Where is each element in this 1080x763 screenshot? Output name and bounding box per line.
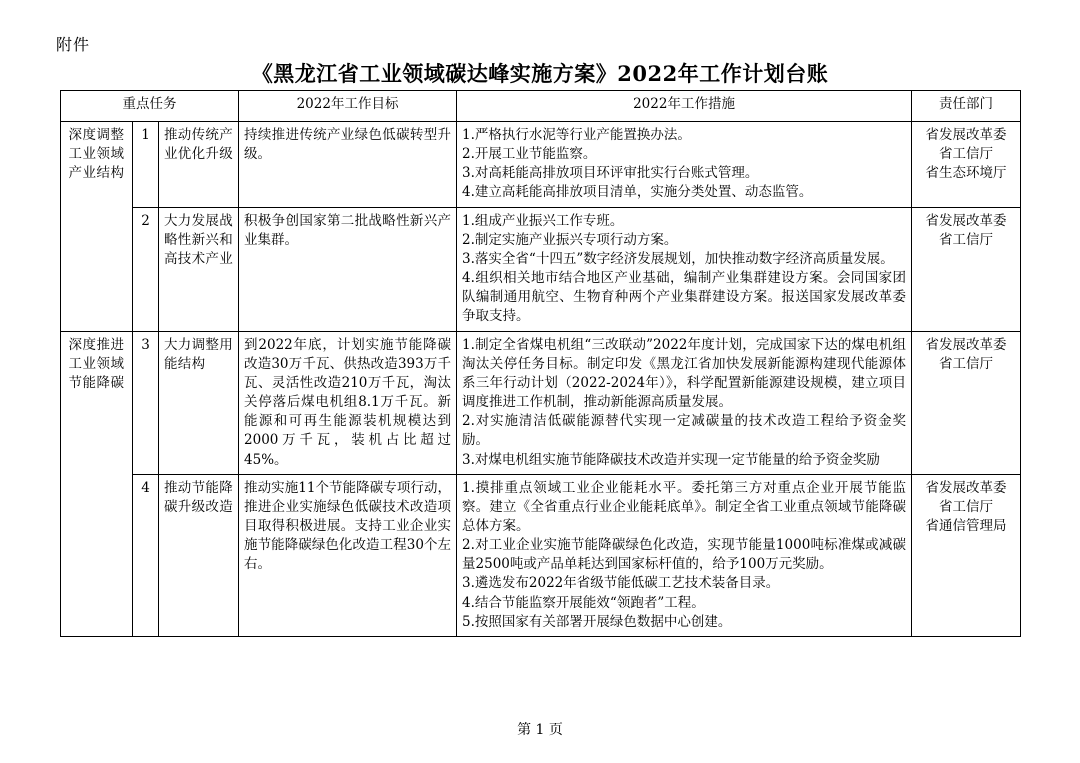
measure-line: 3.对煤电机组实施节能降碳技术改造并实现一定节能量的给予资金奖励 [462, 451, 880, 468]
responsible-department [912, 207, 1021, 331]
task-measures [457, 122, 912, 208]
header-key-task: 重点任务 [61, 91, 239, 122]
responsible-department [912, 122, 1021, 208]
measure-line: 4.建立高耗能高排放项目清单，实施分类处置、动态监管。 [462, 184, 813, 201]
table-header-row [61, 91, 1021, 122]
header-goal: 2022年工作目标 [239, 91, 457, 122]
row-number: 2 [133, 207, 159, 331]
task-name: 推动传统产业优化升级 [159, 122, 239, 208]
measure-line: 1.摸排重点领域工业企业能耗水平。委托第三方对重点企业开展节能监察。建立《全省重点行业企业能耗底单》。制定全省工业重点领域节能降碳总体方案。 [462, 479, 907, 534]
page-title: 《黑龙江省工业领域碳达峰实施方案》2022年工作计划台账 [251, 61, 829, 86]
table-row [61, 331, 1021, 474]
measure-line: 4.结合节能监察开展能效“领跑者”工程。 [462, 594, 705, 611]
measure-line: 2.对工业企业实施节能降碳绿色化改造，实现节能量1000吨标准煤或减碳量2500吨或产品单耗达到国家标杆值的，给予100万元奖励。 [462, 537, 907, 573]
measure-line: 2.对实施清洁低碳能源替代实现一定减碳量的技术改造工程给予资金奖励。 [462, 413, 907, 449]
department-line: 省工信厅 [939, 355, 994, 372]
header-measures: 2022年工作措施 [457, 91, 912, 122]
department-line: 省发展改革委 [925, 212, 1007, 229]
measure-line: 3.遴选发布2022年省级节能低碳工艺技术装备目录。 [462, 575, 780, 592]
task-goal: 推动实施11个节能降碳专项行动，推进企业实施绿色低碳技术改造项目取得积极进展。支持工业企业实施节能降碳绿色化改造工程30个左右。 [239, 474, 457, 636]
work-plan-table [60, 90, 1021, 637]
task-measures [457, 474, 912, 636]
measure-line: 2.制定实施产业振兴专项行动方案。 [462, 231, 678, 248]
task-name: 大力调整用能结构 [159, 331, 239, 474]
measure-line: 1.严格执行水泥等行业产能置换办法。 [462, 127, 691, 143]
department-line: 省发展改革委 [925, 479, 1007, 496]
row-number: 1 [133, 122, 159, 208]
page-footer: 第 1 页 [517, 722, 563, 738]
department-line: 省发展改革委 [925, 336, 1007, 353]
table-row [61, 474, 1021, 636]
responsible-department [912, 474, 1021, 636]
task-name: 推动节能降碳升级改造 [159, 474, 239, 636]
task-name: 大力发展战略性新兴和高技术产业 [159, 207, 239, 331]
table-row [61, 207, 1021, 331]
task-goal: 到2022年底，计划实施节能降碳改造30万千瓦、供热改造393万千瓦、灵活性改造210万千瓦，淘汰关停落后煤电机组8.1万千瓦。新能源和可再生能源装机规模达到2000万千瓦，装机占比超过45%。 [239, 331, 457, 474]
group-name: 深度推进工业领域节能降碳 [61, 331, 133, 636]
measure-line: 5.按照国家有关部署开展绿色数据中心创建。 [462, 613, 732, 630]
department-line: 省通信管理局 [925, 517, 1007, 534]
table-row [61, 122, 1021, 208]
responsible-department [912, 331, 1021, 474]
task-goal: 积极争创国家第二批战略性新兴产业集群。 [239, 207, 457, 331]
measure-line: 3.对高耗能高排放项目环评审批实行台账式管理。 [462, 165, 759, 182]
row-number: 4 [133, 474, 159, 636]
attachment-label: 附件 [56, 35, 91, 54]
department-line: 省生态环境厅 [925, 165, 1007, 182]
task-measures [457, 331, 912, 474]
department-line: 省发展改革委 [925, 127, 1007, 143]
measure-line: 4.组织相关地市结合地区产业基础，编制产业集群建设方案。会同国家团队编制通用航空、生物育种两个产业集群建设方案。报送国家发展改革委争取支持。 [462, 270, 907, 325]
department-line: 省工信厅 [939, 146, 994, 163]
department-line: 省工信厅 [939, 231, 994, 248]
task-goal: 持续推进传统产业绿色低碳转型升级。 [239, 122, 457, 208]
measure-line: 3.落实全省“十四五”数字经济发展规划，加快推动数字经济高质量发展。 [462, 250, 894, 267]
measure-line: 1.组成产业振兴工作专班。 [462, 212, 624, 229]
task-measures [457, 207, 912, 331]
group-name: 深度调整工业领域产业结构 [61, 122, 133, 332]
department-line: 省工信厅 [939, 498, 994, 515]
header-department: 责任部门 [912, 91, 1021, 122]
row-number: 3 [133, 331, 159, 474]
measure-line: 2.开展工业节能监察。 [462, 146, 597, 163]
measure-line: 1.制定全省煤电机组“三改联动”2022年度计划，完成国家下达的煤电机组淘汰关停任务目标。制定印发《黑龙江省加快发展新能源构建现代能源体系三年行动计划（2022-2024年）》，科学配置新能源建设规模，建立项目调度推进工作机制，推动新能源高质量发展。 [462, 336, 907, 411]
